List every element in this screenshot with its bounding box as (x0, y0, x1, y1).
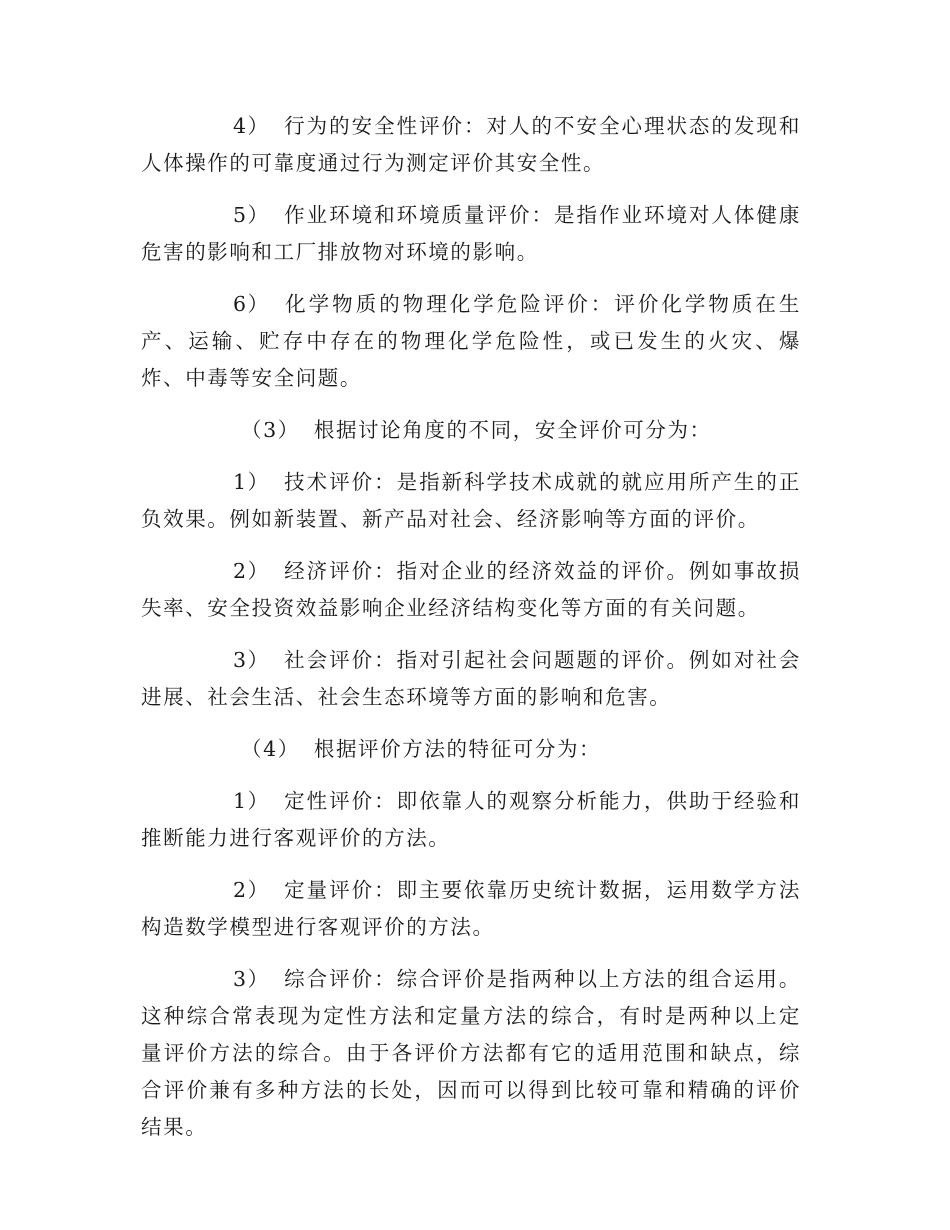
item-number: 1） (233, 470, 270, 494)
document-body (141, 108, 801, 1161)
paragraph-4-behavior-safety (141, 108, 801, 182)
section-text: 根据评价方法的特征可分为： (313, 737, 602, 761)
paragraph-economic-evaluation (141, 553, 801, 627)
paragraph-6-chemical-hazard (141, 286, 801, 397)
paragraph-text: 化学物质的物理化学危险评价：评价化学物质在生产、运输、贮存中存在的物理化学危险性，或已发生的火灾、爆炸、中毒等安全问题。 (141, 292, 801, 390)
paragraph-text: 综合评价：综合评价是指两种以上方法的组合运用。这种综合常表现为定性方法和定量方法的综合，有时是两种以上定量评价方法的综合。由于各评价方法都有它的适用范围和缺点，综合评价兼有多种方法的长处，因而可以得到比较可靠和精确的评价结果。 (141, 967, 801, 1139)
item-number: 3） (233, 648, 270, 672)
item-number: 5） (233, 203, 270, 227)
paragraph-text: 作业环境和环境质量评价：是指作业环境对人体健康危害的影响和工厂排放物对环境的影响。 (141, 203, 801, 264)
paragraph-social-evaluation (141, 642, 801, 716)
paragraph-quantitative-evaluation (141, 872, 801, 946)
paragraph-5-work-environment (141, 197, 801, 271)
paragraph-text: 经济评价：指对企业的经济效益的评价。例如事故损失率、安全投资效益影响企业经济结构变化等方面的有关问题。 (141, 559, 801, 620)
item-number: 2） (233, 559, 270, 583)
item-number: 6） (233, 292, 270, 316)
item-number: 3） (233, 967, 270, 991)
paragraph-technical-evaluation (141, 464, 801, 538)
paragraph-text: 行为的安全性评价：对人的不安全心理状态的发现和人体操作的可靠度通过行为测定评价其安全性。 (141, 114, 801, 175)
paragraph-text: 定量评价：即主要依靠历史统计数据，运用数学方法构造数学模型进行客观评价的方法。 (141, 878, 801, 939)
section-3-heading (141, 412, 801, 449)
section-number: （4） (241, 737, 300, 761)
section-number: （3） (241, 418, 300, 442)
paragraph-text: 定性评价：即依靠人的观察分析能力，供助于经验和推断能力进行客观评价的方法。 (141, 789, 801, 850)
paragraph-text: 社会评价：指对引起社会问题题的评价。例如对社会进展、社会生活、社会生态环境等方面的影响和危害。 (141, 648, 801, 709)
item-number: 1） (233, 789, 270, 813)
item-number: 2） (233, 878, 270, 902)
paragraph-comprehensive-evaluation (141, 961, 801, 1146)
item-number: 4） (233, 114, 270, 138)
section-4-heading (141, 731, 801, 768)
paragraph-qualitative-evaluation (141, 783, 801, 857)
paragraph-text: 技术评价：是指新科学技术成就的就应用所产生的正负效果。例如新装置、新产品对社会、经济影响等方面的评价。 (141, 470, 801, 531)
section-text: 根据讨论角度的不同，安全评价可分为： (313, 418, 712, 442)
